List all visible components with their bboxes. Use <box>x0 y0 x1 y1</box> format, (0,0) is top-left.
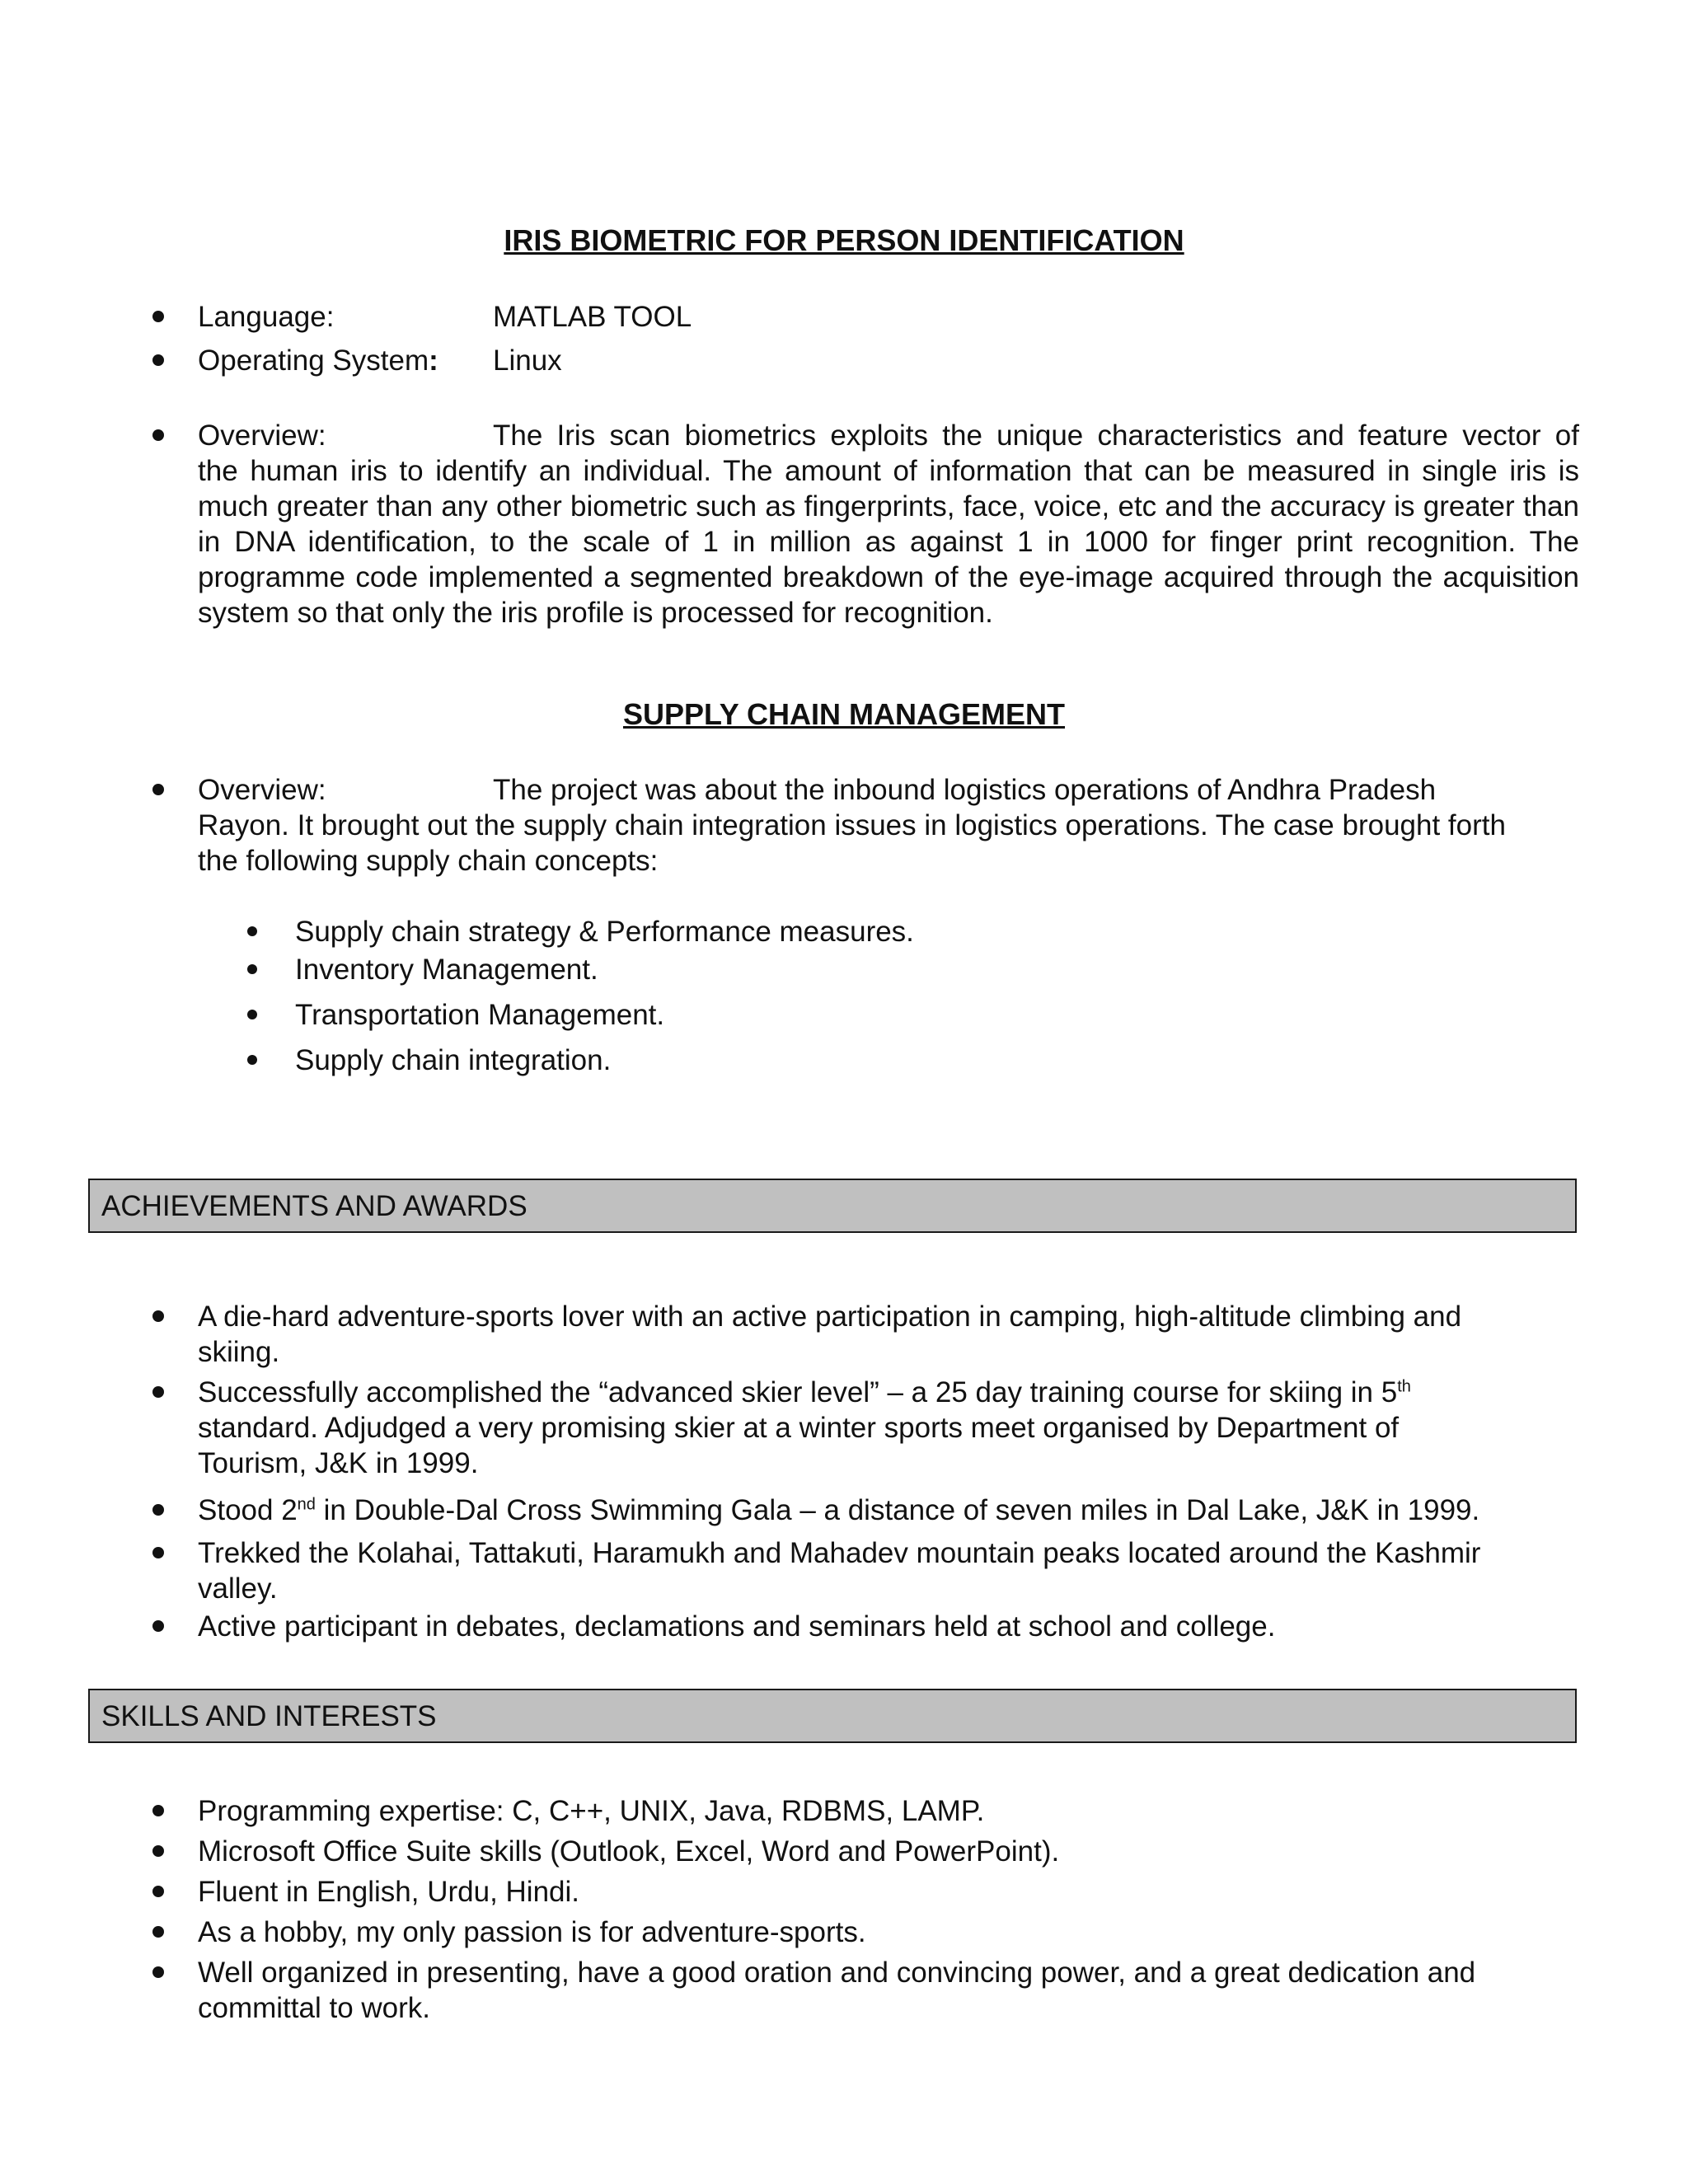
overview-first-line: The Iris scan biometrics exploits the unique characteristics and feature vector of <box>493 419 1579 452</box>
overview-label: Overview: <box>198 419 326 452</box>
bullet-icon <box>247 926 257 936</box>
overview-text: the human iris to identify an individual. The amount of information that can be measured in single iris is much greater than any other biometric such as fingerprints, face, voice, etc and the accuracy is greater than in DNA identification, to the scale of 1 in million as against 1 in 1000 for finger print recognition. The programme code implemented a segmented breakdown of the eye-image acquired through the acquisition system so that only the iris profile is processed for recognition. <box>198 455 1579 629</box>
bullet-icon <box>152 784 164 795</box>
bullet-icon <box>152 1620 164 1632</box>
skill-item: Programming expertise: C, C++, UNIX, Java, RDBMS, LAMP. <box>198 1795 985 1827</box>
achievement-item: Successfully accomplished the “advanced skier level” – a 25 day training course for skiing in 5th <box>198 1376 1411 1408</box>
overview-line: Rayon. It brought out the supply chain integration issues in logistics operations. The case brought forth <box>198 809 1506 841</box>
bullet-icon <box>247 1010 257 1019</box>
os-value: Linux <box>493 344 562 377</box>
section-header-achievements <box>88 1179 1577 1233</box>
concept-item: Supply chain strategy & Performance measures. <box>295 916 914 948</box>
overview-line: the following supply chain concepts: <box>198 845 659 877</box>
section-header-skills <box>88 1689 1577 1743</box>
concept-item: Supply chain integration. <box>295 1044 612 1076</box>
bullet-icon <box>152 1926 164 1938</box>
achievement-item: Trekked the Kolahai, Tattakuti, Haramukh and Mahadev mountain peaks located around the Kashmir <box>198 1537 1481 1569</box>
achievement-item-cont: standard. Adjudged a very promising skier at a winter sports meet organised by Department of <box>198 1412 1400 1444</box>
bullet-icon <box>152 1966 164 1978</box>
bullet-icon <box>152 1547 164 1558</box>
bullet-icon <box>152 354 164 366</box>
bullet-icon <box>152 1886 164 1897</box>
achievement-item: Active participant in debates, declamations and seminars held at school and college. <box>198 1610 1276 1643</box>
bullet-icon <box>152 429 164 441</box>
section-heading: SKILLS AND INTERESTS <box>101 1700 437 1732</box>
section-heading: ACHIEVEMENTS AND AWARDS <box>101 1190 528 1222</box>
concept-item: Inventory Management. <box>295 954 598 986</box>
bullet-icon <box>247 964 257 974</box>
language-value: MATLAB TOOL <box>493 301 692 333</box>
skill-item-cont: committal to work. <box>198 1992 430 2024</box>
os-label: Operating System: <box>198 344 438 377</box>
concept-item: Transportation Management. <box>295 999 665 1031</box>
language-label: Language: <box>198 301 335 333</box>
overview-label: Overview: <box>198 774 326 806</box>
skill-item: Well organized in presenting, have a good oration and convincing power, and a great dedication and <box>198 1957 1476 1989</box>
achievement-item-cont: skiing. <box>198 1336 280 1368</box>
project-title-supply-chain: SUPPLY CHAIN MANAGEMENT <box>622 697 1066 731</box>
skill-item: Microsoft Office Suite skills (Outlook, Excel, Word and PowerPoint). <box>198 1835 1060 1868</box>
achievement-item: Stood 2nd in Double-Dal Cross Swimming Gala – a distance of seven miles in Dal Lake, J&K in 1999. <box>198 1494 1480 1526</box>
achievement-item: A die-hard adventure-sports lover with an active participation in camping, high-altitude climbing and <box>198 1301 1462 1333</box>
bullet-icon <box>152 1805 164 1816</box>
bullet-icon <box>152 1310 164 1322</box>
bullet-icon <box>152 1845 164 1857</box>
bullet-icon <box>152 1504 164 1516</box>
overview-first-line: The project was about the inbound logistics operations of Andhra Pradesh <box>493 774 1437 806</box>
bullet-icon <box>152 311 164 322</box>
project-title-iris: IRIS BIOMETRIC FOR PERSON IDENTIFICATION <box>504 223 1184 257</box>
skill-item: Fluent in English, Urdu, Hindi. <box>198 1876 579 1908</box>
achievement-item-cont: valley. <box>198 1572 278 1605</box>
bullet-icon <box>152 1386 164 1398</box>
bullet-icon <box>247 1055 257 1065</box>
achievement-item-cont: Tourism, J&K in 1999. <box>198 1447 479 1479</box>
skill-item: As a hobby, my only passion is for adventure-sports. <box>198 1916 866 1948</box>
